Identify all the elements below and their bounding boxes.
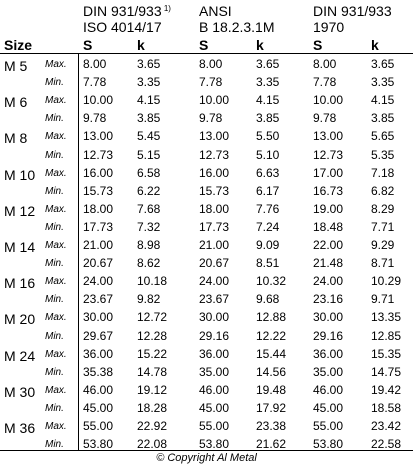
max-value: 9.29: [371, 238, 395, 252]
min-value: 9.78: [313, 111, 337, 126]
max-value: 10.00: [199, 93, 230, 108]
min-value: 7.78: [83, 75, 107, 90]
min-value: 9.68: [256, 292, 280, 307]
max-value: 46.00: [199, 382, 230, 397]
max-value: 30.00: [313, 310, 344, 325]
standard-header-line2: 1970: [313, 19, 345, 35]
max-value: 12.88: [256, 310, 287, 325]
max-value: 8.00: [83, 57, 107, 71]
standard-header: [199, 3, 275, 35]
dimension-column-header: k: [371, 37, 379, 53]
footnote-marker: 1): [161, 4, 171, 13]
max-value: 8.29: [371, 201, 395, 216]
max-label: Max.: [45, 167, 67, 179]
max-value: 10.18: [137, 274, 168, 289]
min-value: 12.85: [371, 328, 402, 343]
size-label: M 14: [4, 239, 36, 255]
max-value: 18.00: [199, 201, 230, 216]
max-value: 22.00: [313, 238, 344, 252]
max-value: 5.45: [137, 129, 161, 144]
max-value: 19.00: [313, 201, 344, 216]
max-value: 9.09: [256, 238, 280, 252]
min-value: 7.78: [313, 75, 337, 90]
size-label: M 30: [4, 383, 36, 400]
min-value: 3.35: [256, 75, 280, 90]
min-value: 7.71: [371, 219, 395, 234]
min-value: 18.48: [313, 219, 344, 234]
min-value: 45.00: [313, 400, 344, 415]
max-label: Max.: [45, 312, 67, 324]
max-label: Max.: [45, 384, 67, 396]
max-value: 8.98: [137, 238, 161, 252]
min-label: Min.: [45, 185, 64, 197]
min-value: 12.73: [199, 147, 230, 162]
header-rule: [0, 53, 413, 54]
max-value: 6.58: [137, 165, 161, 180]
max-value: 13.00: [83, 129, 114, 144]
min-value: 3.85: [371, 111, 395, 126]
max-value: 10.00: [83, 93, 114, 108]
min-value: 29.16: [313, 328, 344, 343]
max-value: 16.00: [83, 165, 114, 180]
min-label: Min.: [45, 258, 64, 270]
dimension-column-header: k: [256, 37, 264, 53]
max-value: 24.00: [313, 274, 344, 289]
max-value: 10.29: [371, 274, 402, 289]
max-value: 4.15: [137, 93, 161, 108]
size-column-divider: [78, 53, 79, 450]
min-value: 53.80: [199, 437, 230, 452]
min-value: 21.62: [256, 437, 287, 452]
size-label: M 36: [4, 420, 36, 436]
min-label: Min.: [45, 113, 64, 125]
min-value: 3.35: [137, 75, 161, 90]
min-value: 14.78: [137, 364, 168, 379]
min-value: 7.78: [199, 75, 223, 90]
standard-header: [313, 3, 392, 35]
min-value: 12.73: [313, 147, 344, 162]
min-value: 3.85: [256, 111, 280, 126]
max-label: Max.: [45, 276, 67, 288]
max-value: 17.00: [313, 165, 344, 180]
size-label: M 12: [4, 202, 36, 219]
min-value: 3.35: [371, 75, 395, 90]
min-value: 23.16: [313, 292, 344, 307]
standard-header-line2: B 18.2.3.1M: [199, 19, 275, 35]
max-label: Max.: [45, 421, 67, 432]
max-value: 15.44: [256, 346, 287, 361]
dimension-column-header: S: [313, 37, 323, 53]
min-value: 35.00: [199, 364, 230, 379]
max-value: 23.38: [256, 419, 287, 433]
min-value: 8.51: [256, 256, 280, 271]
max-value: 3.65: [137, 57, 161, 71]
size-column-header: Size: [4, 37, 33, 53]
min-value: 35.00: [313, 364, 344, 379]
size-label: M 24: [4, 347, 36, 364]
max-label: Max.: [45, 131, 67, 143]
standard-header-line1: DIN 931/933: [83, 3, 162, 19]
size-label: M 6: [4, 94, 28, 111]
min-value: 9.71: [371, 292, 395, 307]
min-value: 5.15: [137, 147, 161, 162]
max-value: 8.00: [199, 57, 223, 71]
min-value: 16.73: [313, 183, 344, 198]
max-label: Max.: [45, 348, 67, 360]
min-value: 18.28: [137, 400, 168, 415]
min-value: 15.73: [199, 183, 230, 198]
min-label: Min.: [45, 330, 64, 342]
dimension-column-header: S: [83, 37, 93, 53]
min-value: 53.80: [313, 437, 344, 452]
max-value: 21.00: [199, 238, 230, 252]
min-value: 9.82: [137, 292, 161, 307]
min-value: 6.22: [137, 183, 161, 198]
dimension-column-header: k: [137, 37, 145, 53]
max-label: Max.: [45, 203, 67, 215]
max-value: 36.00: [313, 346, 344, 361]
max-value: 30.00: [199, 310, 230, 325]
max-value: 7.76: [256, 201, 280, 216]
size-label: M 10: [4, 166, 36, 183]
min-value: 17.73: [83, 219, 114, 234]
min-value: 15.73: [83, 183, 114, 198]
min-value: 29.16: [199, 328, 230, 343]
standard-header-line1: DIN 931/933: [313, 3, 392, 19]
max-value: 46.00: [313, 382, 344, 397]
max-value: 19.48: [256, 382, 287, 397]
min-label: Min.: [45, 402, 64, 414]
max-value: 4.15: [371, 93, 395, 108]
max-value: 7.68: [137, 201, 161, 216]
max-value: 24.00: [83, 274, 114, 289]
max-value: 10.32: [256, 274, 287, 289]
max-value: 15.35: [371, 346, 402, 361]
max-value: 13.35: [371, 310, 402, 325]
min-value: 7.32: [137, 219, 161, 234]
standard-header: [83, 3, 171, 35]
max-label: Max.: [45, 59, 67, 70]
min-value: 7.24: [256, 219, 280, 234]
min-value: 35.38: [83, 364, 114, 379]
min-value: 12.73: [83, 147, 114, 162]
min-value: 23.67: [199, 292, 230, 307]
max-value: 4.15: [256, 93, 280, 108]
max-value: 16.00: [199, 165, 230, 180]
max-value: 3.65: [256, 57, 280, 71]
min-value: 20.67: [199, 256, 230, 271]
min-value: 8.71: [371, 256, 395, 271]
max-label: Max.: [45, 240, 67, 251]
min-label: Min.: [45, 294, 64, 306]
max-value: 55.00: [83, 419, 114, 433]
copyright-footer: © Copyright Al Metal: [156, 452, 257, 464]
max-value: 15.22: [137, 346, 168, 361]
size-label: M 16: [4, 275, 36, 292]
min-value: 22.08: [137, 437, 168, 452]
min-value: 12.28: [137, 328, 168, 343]
min-value: 8.62: [137, 256, 161, 271]
min-value: 14.56: [256, 364, 287, 379]
max-value: 7.18: [371, 165, 395, 180]
min-value: 5.35: [371, 147, 395, 162]
min-value: 20.67: [83, 256, 114, 271]
max-value: 55.00: [313, 419, 344, 433]
min-value: 3.85: [137, 111, 161, 126]
max-label: Max.: [45, 95, 67, 107]
max-value: 5.50: [256, 129, 280, 144]
min-value: 21.48: [313, 256, 344, 271]
min-label: Min.: [45, 149, 64, 161]
min-value: 22.58: [371, 437, 402, 452]
max-value: 13.00: [199, 129, 230, 144]
max-value: 22.92: [137, 419, 168, 433]
max-value: 6.63: [256, 165, 280, 180]
dimension-column-header: S: [199, 37, 209, 53]
standard-header-line2: ISO 4014/17: [83, 19, 162, 35]
min-label: Min.: [45, 77, 64, 89]
max-value: 18.00: [83, 201, 114, 216]
max-value: 19.42: [371, 382, 402, 397]
max-value: 36.00: [83, 346, 114, 361]
min-value: 12.22: [256, 328, 287, 343]
min-label: Min.: [45, 366, 64, 378]
max-value: 5.65: [371, 129, 395, 144]
min-value: 9.78: [199, 111, 223, 126]
min-value: 14.75: [371, 364, 402, 379]
min-value: 18.58: [371, 400, 402, 415]
size-label: M 8: [4, 130, 28, 147]
max-value: 46.00: [83, 382, 114, 397]
min-value: 6.17: [256, 183, 280, 198]
max-value: 12.72: [137, 310, 168, 325]
max-value: 19.12: [137, 382, 168, 397]
min-value: 5.10: [256, 147, 280, 162]
size-label: M 5: [4, 58, 28, 74]
max-value: 24.00: [199, 274, 230, 289]
min-value: 9.78: [83, 111, 107, 126]
max-value: 36.00: [199, 346, 230, 361]
max-value: 23.42: [371, 419, 402, 433]
max-value: 55.00: [199, 419, 230, 433]
max-value: 3.65: [371, 57, 395, 71]
min-value: 45.00: [199, 400, 230, 415]
min-value: 6.82: [371, 183, 395, 198]
min-label: Min.: [45, 221, 64, 233]
max-value: 10.00: [313, 93, 344, 108]
min-value: 45.00: [83, 400, 114, 415]
max-value: 8.00: [313, 57, 337, 71]
min-value: 17.73: [199, 219, 230, 234]
min-value: 29.67: [83, 328, 114, 343]
min-value: 23.67: [83, 292, 114, 307]
max-value: 30.00: [83, 310, 114, 325]
min-value: 17.92: [256, 400, 287, 415]
min-label: Min.: [45, 439, 64, 451]
size-label: M 20: [4, 311, 36, 328]
min-value: 53.80: [83, 437, 114, 452]
standard-header-line1: ANSI: [199, 3, 232, 19]
max-value: 13.00: [313, 129, 344, 144]
max-value: 21.00: [83, 238, 114, 252]
